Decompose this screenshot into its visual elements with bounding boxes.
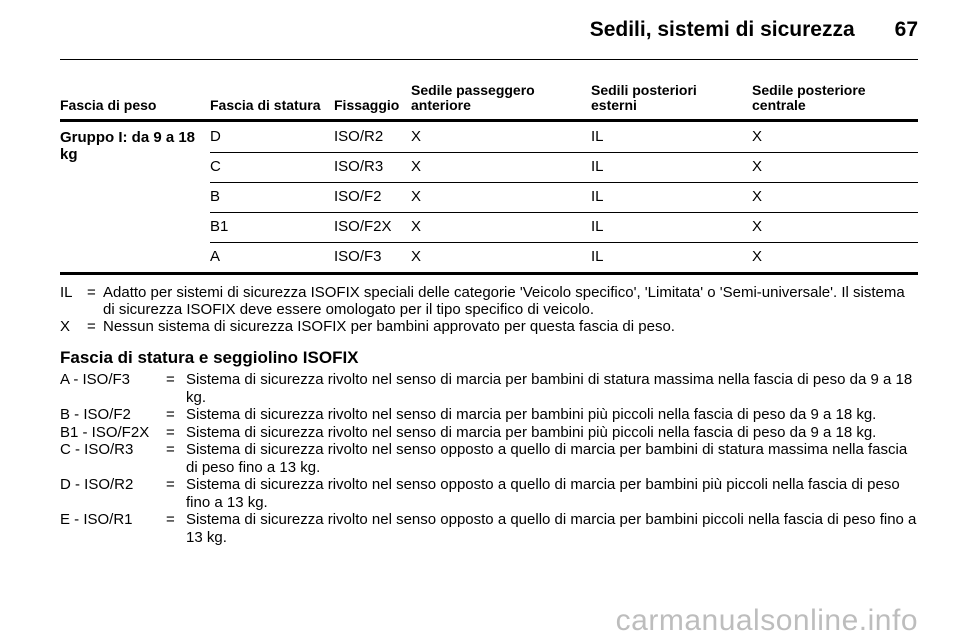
- definition-item: [60, 406, 920, 424]
- definition-text: Sistema di sicurezza rivolto nel senso di marcia per bambini più piccoli nella fascia di peso da 9 a 18 kg.: [186, 406, 877, 423]
- definition-equals: =: [166, 511, 175, 528]
- page-header: [0, 18, 918, 42]
- cell-fixture: ISO/R3: [334, 158, 384, 175]
- cell-rear-outer: IL: [591, 248, 604, 265]
- page-title: Sedili, sistemi di sicurezza: [589, 18, 855, 41]
- cell-height-class: B: [210, 188, 221, 205]
- definition-text: Sistema di sicurezza rivolto nel senso di marcia per bambini di statura massima nella fascia di peso da 9 a 18 kg.: [186, 371, 913, 406]
- cell-height-class: B1: [210, 218, 229, 235]
- row-divider: [210, 242, 918, 243]
- legend-code: IL: [60, 284, 73, 301]
- definition-text: Sistema di sicurezza rivolto nel senso opposto a quello di marcia per bambini di statura massima nella fascia di peso fino a 13 kg.: [186, 441, 908, 476]
- cell-fixture: ISO/F2: [334, 188, 382, 205]
- definition-text: Sistema di sicurezza rivolto nel senso opposto a quello di marcia per bambini più piccoli nella fascia di peso fino a 13 kg.: [186, 476, 900, 511]
- col-header-rear-outer: Sedili posteriori esterni: [591, 82, 697, 113]
- definition-equals: =: [166, 476, 175, 493]
- row-divider: [210, 212, 918, 213]
- legend-equals: =: [87, 284, 96, 301]
- definition-code: D - ISO/R2: [60, 476, 134, 493]
- definition-equals: =: [166, 371, 175, 388]
- cell-rear-center: X: [752, 218, 763, 235]
- table-body: [60, 122, 918, 275]
- definition-item: [60, 476, 920, 511]
- col-header-fixture: Fissaggio: [334, 97, 400, 113]
- cell-rear-outer: IL: [591, 158, 604, 175]
- legend-code: X: [60, 318, 71, 335]
- cell-rear-outer: IL: [591, 128, 604, 145]
- col-header-front-passenger: Sedile passeggero anteriore: [411, 82, 535, 113]
- legend-text: Nessun sistema di sicurezza ISOFIX per bambini approvato per questa fascia di peso.: [103, 318, 675, 335]
- col-header-rear-center: Sedile posteriore centrale: [752, 82, 866, 113]
- cell-fixture: ISO/F3: [334, 248, 382, 265]
- cell-rear-center: X: [752, 248, 763, 265]
- legend-item: [60, 284, 920, 318]
- cell-fixture: ISO/F2X: [334, 218, 392, 235]
- legend-item: [60, 318, 920, 335]
- col-header-weight: Fascia di peso: [60, 97, 157, 113]
- definition-code: C - ISO/R3: [60, 441, 134, 458]
- cell-height-class: D: [210, 128, 221, 145]
- definition-text: Sistema di sicurezza rivolto nel senso opposto a quello di marcia per bambini piccoli nella fascia di peso fino a 13 kg.: [186, 511, 917, 546]
- watermark: carmanualsonline.info: [615, 604, 918, 637]
- definition-code: E - ISO/R1: [60, 511, 133, 528]
- legend: [60, 284, 920, 335]
- legend-text: Adatto per sistemi di sicurezza ISOFIX speciali delle categorie 'Veicolo specifico', 'Limitata' o 'Semi-universale'. Il sistema di sicurezza ISOFIX deve essere omologato per il tipo specifico di veicolo.: [103, 284, 905, 318]
- cell-rear-center: X: [752, 128, 763, 145]
- definitions-list: [60, 371, 920, 546]
- cell-front-passenger: X: [411, 158, 422, 175]
- definition-text: Sistema di sicurezza rivolto nel senso di marcia per bambini più piccoli nella fascia di peso da 9 a 18 kg.: [186, 423, 877, 441]
- weight-group-label: Gruppo I: da 9 a 18 kg: [60, 129, 196, 163]
- definition-code: B - ISO/F2: [60, 406, 131, 423]
- header-divider: [60, 59, 918, 60]
- definition-equals: =: [166, 441, 175, 458]
- cell-height-class: A: [210, 248, 221, 265]
- definition-code: B1 - ISO/F2X: [60, 423, 150, 441]
- cell-rear-center: X: [752, 158, 763, 175]
- cell-front-passenger: X: [411, 128, 422, 145]
- definition-equals: =: [166, 406, 175, 423]
- cell-rear-outer: IL: [591, 218, 604, 235]
- legend-equals: =: [87, 318, 96, 335]
- section-title: Fascia di statura e seggiolino ISOFIX: [60, 348, 359, 367]
- definition-equals: =: [166, 423, 175, 441]
- definition-item: [60, 511, 920, 546]
- page-number: 67: [894, 18, 918, 41]
- cell-height-class: C: [210, 158, 221, 175]
- col-header-height: Fascia di statura: [210, 97, 321, 113]
- definition-item: [60, 424, 920, 442]
- cell-front-passenger: X: [411, 248, 422, 265]
- cell-rear-outer: IL: [591, 188, 604, 205]
- definition-item: [60, 371, 920, 406]
- definition-item: [60, 441, 920, 476]
- table-header: [60, 82, 918, 122]
- row-divider: [210, 182, 918, 183]
- cell-rear-center: X: [752, 188, 763, 205]
- isofix-table: [60, 82, 918, 275]
- row-divider: [210, 152, 918, 153]
- cell-front-passenger: X: [411, 188, 422, 205]
- cell-front-passenger: X: [411, 218, 422, 235]
- definition-code: A - ISO/F3: [60, 371, 131, 388]
- cell-fixture: ISO/R2: [334, 128, 384, 145]
